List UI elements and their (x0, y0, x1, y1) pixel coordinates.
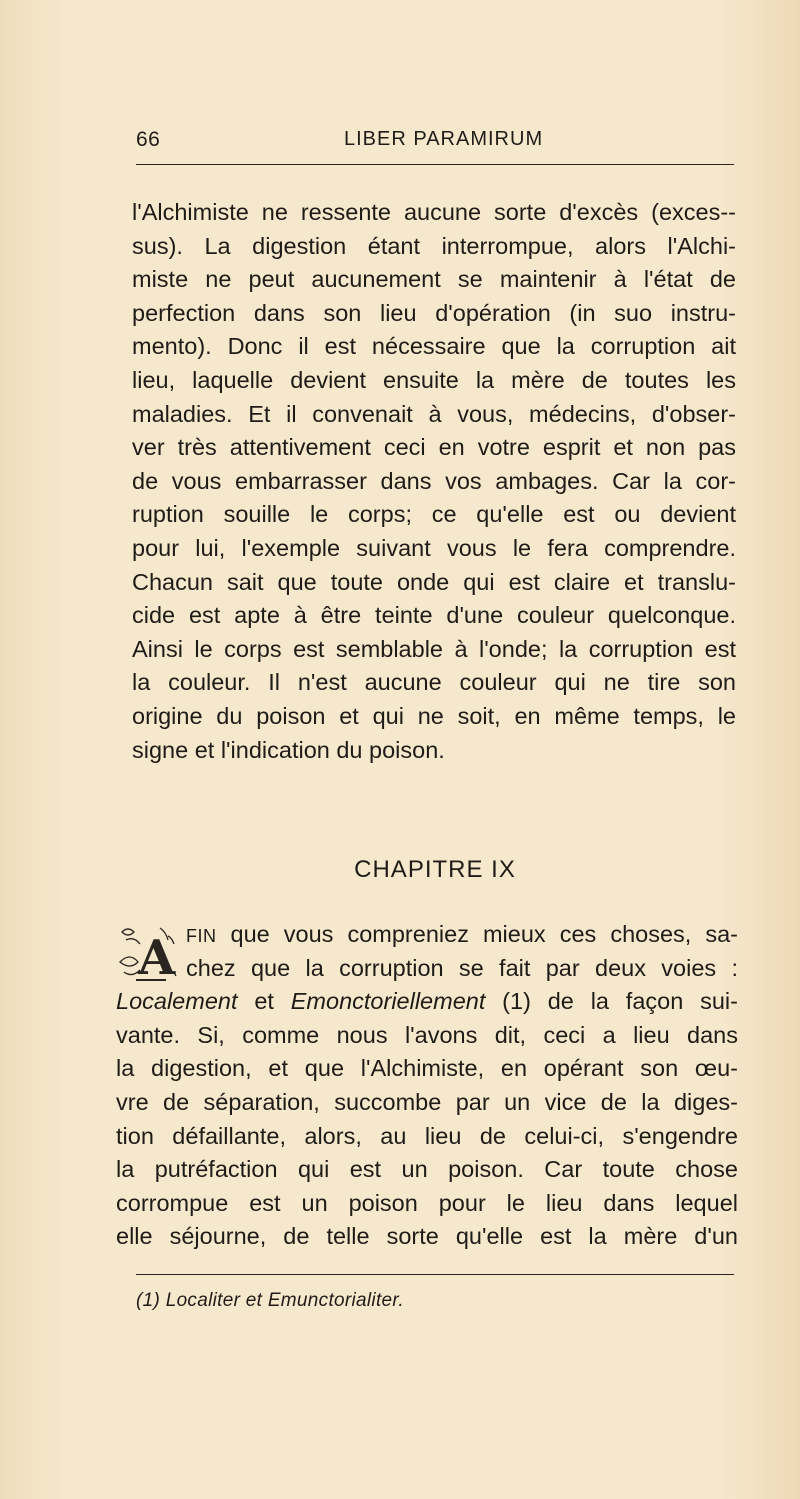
text-line: origine du poison et qui ne soit, en même temps, le (132, 702, 736, 729)
text-line: Chacun sait que toute onde qui est claire et translu- (132, 568, 736, 595)
text-line: sus). La digestion étant interrompue, alors l'Alchi- (132, 232, 736, 259)
header-rule (136, 164, 734, 165)
footnote: (1) Localiter et Emunctorialiter. (136, 1290, 404, 1311)
text-line: chez que la corruption se fait par deux voies : (186, 954, 738, 981)
text-line: elle séjourne, de telle sorte qu'elle est la mère d'un (116, 1223, 738, 1250)
text-line: pour lui, l'exemple suivant vous le fera comprendre. (132, 534, 736, 561)
text-line: FIN que vous compreniez mieux ces choses, sa- (186, 921, 738, 947)
text-line: la putréfaction qui est un poison. Car toute chose (116, 1156, 738, 1183)
text-line: Localement et Emonctoriellement (1) de la façon sui- (116, 988, 738, 1015)
chapter-paragraph (116, 918, 738, 1254)
text-line: de vous embarrasser dans vos ambages. Car la cor- (132, 467, 736, 494)
text-line: ruption souille le corps; ce qu'elle est ou devient (132, 501, 736, 528)
chapter-title: CHAPITRE IX (354, 856, 516, 883)
text-line: vante. Si, comme nous l'avons dit, ceci a lieu dans (116, 1021, 738, 1048)
text-line: Ainsi le corps est semblable à l'onde; la corruption est (132, 635, 736, 662)
text-line: perfection dans son lieu d'opération (in suo instru- (132, 299, 736, 326)
text-line: ver très attentivement ceci en votre esprit et non pas (132, 434, 736, 461)
text-line: la couleur. Il n'est aucune couleur qui ne tire son (132, 669, 736, 696)
text-line: miste ne peut aucunement se maintenir à l'état de (132, 266, 736, 293)
text-line: vre de séparation, succombe par un vice de la diges- (116, 1088, 738, 1115)
text-line: mento). Donc il est nécessaire que la corruption ait (132, 333, 736, 360)
text-line: signe et l'indication du poison. (132, 736, 445, 763)
text-line: lieu, laquelle devient ensuite la mère de toutes les (132, 366, 736, 393)
text-line: tion défaillante, alors, au lieu de celui-ci, s'engendre (116, 1122, 738, 1149)
text-line: la digestion, et que l'Alchimiste, en opérant son œu- (116, 1055, 738, 1082)
running-title: LIBER PARAMIRUM (344, 128, 544, 150)
svg-text:A: A (138, 930, 176, 984)
page-header (136, 128, 736, 158)
ornate-dropcap-icon (116, 922, 182, 984)
text-line: maladies. Et il convenait à vous, médecins, d'obser- (132, 400, 736, 427)
first-word: FIN (186, 926, 217, 946)
page-number: 66 (136, 128, 161, 151)
footnote-rule (136, 1274, 734, 1275)
text-line: l'Alchimiste ne ressente aucune sorte d'excès (exces-- (132, 199, 736, 225)
body-paragraph (132, 196, 736, 767)
text-line: cide est apte à être teinte d'une couleur quelconque. (132, 602, 736, 629)
text-line: corrompue est un poison pour le lieu dans lequel (116, 1189, 738, 1216)
